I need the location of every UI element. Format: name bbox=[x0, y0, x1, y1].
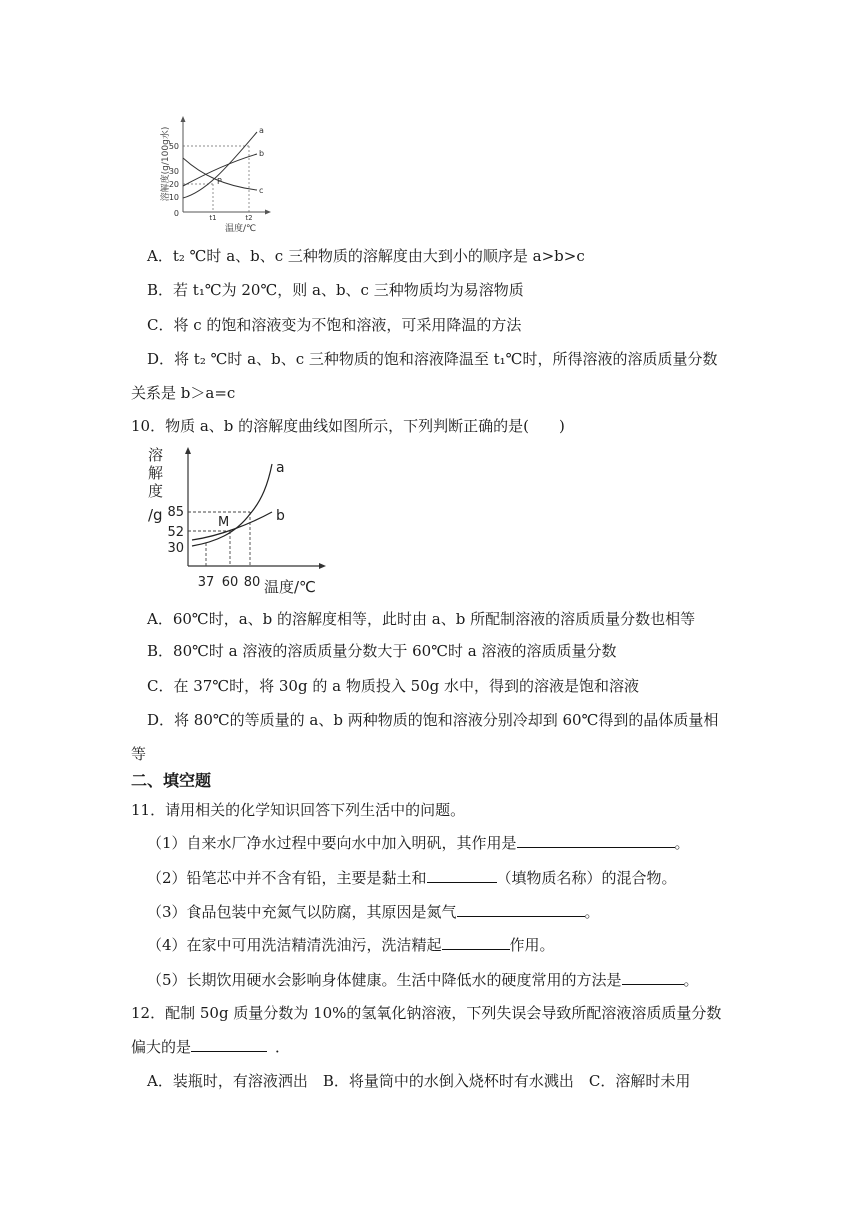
graph2-ylabel-2: 解 bbox=[148, 464, 164, 482]
q10-option-c: C．在 37℃时，将 30g 的 a 物质投入 50g 水中，得到的溶液是饱和溶液 bbox=[147, 677, 640, 695]
solubility-graph-1 bbox=[145, 112, 275, 234]
graph1-ytick-20: 20 bbox=[168, 180, 179, 189]
q12-blank[interactable] bbox=[191, 1037, 267, 1052]
q10-option-b: B．80℃时 a 溶液的溶质质量分数大于 60℃时 a 溶液的溶质质量分数 bbox=[147, 642, 617, 660]
q11-sub3 bbox=[147, 902, 600, 922]
q11-blank-5[interactable] bbox=[622, 970, 684, 985]
graph2-xtick-37: 37 bbox=[197, 575, 215, 590]
graph1-ytick-0: 0 bbox=[173, 209, 179, 218]
q11-stem: 11．请用相关的化学知识回答下列生活中的问题。 bbox=[131, 801, 466, 819]
graph2-curve-a bbox=[192, 464, 272, 546]
graph2-curve-b bbox=[192, 512, 272, 540]
q9-option-a: A．t₂ ℃时 a、b、c 三种物质的溶解度由大到小的顺序是 a>b>c bbox=[147, 247, 585, 265]
q12-stem-end: ． bbox=[275, 1038, 291, 1056]
q10-option-d-cont: 等 bbox=[131, 745, 147, 763]
q11-sub2 bbox=[147, 868, 677, 888]
graph1-label-b: b bbox=[259, 149, 265, 158]
graph2-ylabel-1: 溶 bbox=[148, 446, 164, 464]
graph2-xlabel: 温度/℃ bbox=[264, 578, 316, 596]
solubility-graph-2 bbox=[140, 444, 330, 596]
q9-option-d-cont: 关系是 b＞a=c bbox=[131, 384, 236, 402]
graph1-ytick-50: 50 bbox=[168, 142, 179, 151]
q12-stem-cont-text: 偏大的是 bbox=[131, 1038, 192, 1056]
q12-stem: 12．配制 50g 质量分数为 10%的氢氧化钠溶液，下列失误会导致所配溶液溶质质量分数 bbox=[131, 1004, 722, 1022]
q9-option-b: B．若 t₁℃为 20℃，则 a、b、c 三种物质均为易溶物质 bbox=[147, 281, 524, 299]
graph1-xtick-t2: t2 bbox=[245, 214, 253, 222]
q11-sub4-end: 作用。 bbox=[509, 936, 555, 954]
q10-option-d: D．将 80℃的等质量的 a、b 两种物质的饱和溶液分别冷却到 60℃得到的晶体质量相 bbox=[147, 711, 719, 729]
q11-blank-3[interactable] bbox=[457, 902, 585, 917]
q9-option-d: D．将 t₂ ℃时 a、b、c 三种物质的饱和溶液降温至 t₁℃时，所得溶液的溶质质量分数 bbox=[147, 350, 718, 368]
graph2-xtick-60: 60 bbox=[221, 575, 239, 590]
q11-sub1 bbox=[147, 833, 690, 853]
graph2-label-b: b bbox=[276, 508, 285, 524]
q11-sub1-text: （1）自来水厂净水过程中要向水中加入明矾，其作用是 bbox=[147, 834, 517, 852]
graph2-point-m: M bbox=[218, 515, 230, 530]
graph1-ytick-10: 10 bbox=[168, 193, 179, 202]
graph1-ytick-30: 30 bbox=[168, 167, 179, 176]
graph1-label-a: a bbox=[259, 126, 264, 135]
q11-blank-2[interactable] bbox=[427, 868, 497, 883]
q11-sub3-end: 。 bbox=[584, 903, 600, 921]
q12-stem-cont bbox=[131, 1037, 290, 1057]
q10-stem: 10．物质 a、b 的溶解度曲线如图所示，下列判断正确的是( ) bbox=[131, 417, 565, 435]
section-title: 二、填空题 bbox=[131, 771, 212, 790]
q11-sub5-text: （5）长期饮用硬水会影响身体健康。生活中降低水的硬度常用的方法是 bbox=[147, 971, 622, 989]
q11-blank-4[interactable] bbox=[442, 935, 510, 950]
q12-options: A．装瓶时，有溶液洒出 B．将量筒中的水倒入烧杯时有水溅出 C．溶解时未用 bbox=[147, 1072, 691, 1090]
q9-option-c: C．将 c 的饱和溶液变为不饱和溶液，可采用降温的方法 bbox=[147, 316, 522, 334]
q10-option-a: A．60℃时，a、b 的溶解度相等，此时由 a、b 所配制溶液的溶质质量分数也相等 bbox=[147, 610, 696, 628]
q11-sub2-text: （2）铅笔芯中并不含有铅，主要是黏土和 bbox=[147, 869, 427, 887]
graph2-ylabel-3: 度 bbox=[148, 482, 164, 500]
graph1-ylabel: 溶解度(g/100g水) bbox=[161, 126, 171, 202]
graph2-ylabel-4: /g bbox=[148, 506, 163, 524]
graph2-label-a: a bbox=[276, 460, 285, 476]
graph2-ytick-30: 30 bbox=[167, 541, 184, 556]
graph1-point-p: P bbox=[217, 177, 222, 186]
q11-sub5-end: 。 bbox=[683, 971, 699, 989]
graph2-ytick-52: 52 bbox=[167, 525, 184, 540]
graph1-xlabel: 温度/℃ bbox=[225, 224, 257, 234]
graph1-xtick-t1: t1 bbox=[209, 214, 217, 222]
q11-sub3-text: （3）食品包装中充氮气以防腐，其原因是氮气 bbox=[147, 903, 457, 921]
q11-sub2-end: （填物质名称）的混合物。 bbox=[496, 869, 677, 887]
q11-sub4-text: （4）在家中可用洗洁精清洗油污，洗洁精起 bbox=[147, 936, 442, 954]
q11-sub1-end: 。 bbox=[674, 834, 690, 852]
graph2-ytick-85: 85 bbox=[167, 505, 184, 520]
q11-sub5 bbox=[147, 970, 699, 990]
q11-blank-1[interactable] bbox=[517, 833, 675, 848]
q11-sub4 bbox=[147, 935, 555, 955]
graph1-label-c: c bbox=[259, 186, 264, 195]
graph2-xtick-80: 80 bbox=[243, 575, 261, 590]
